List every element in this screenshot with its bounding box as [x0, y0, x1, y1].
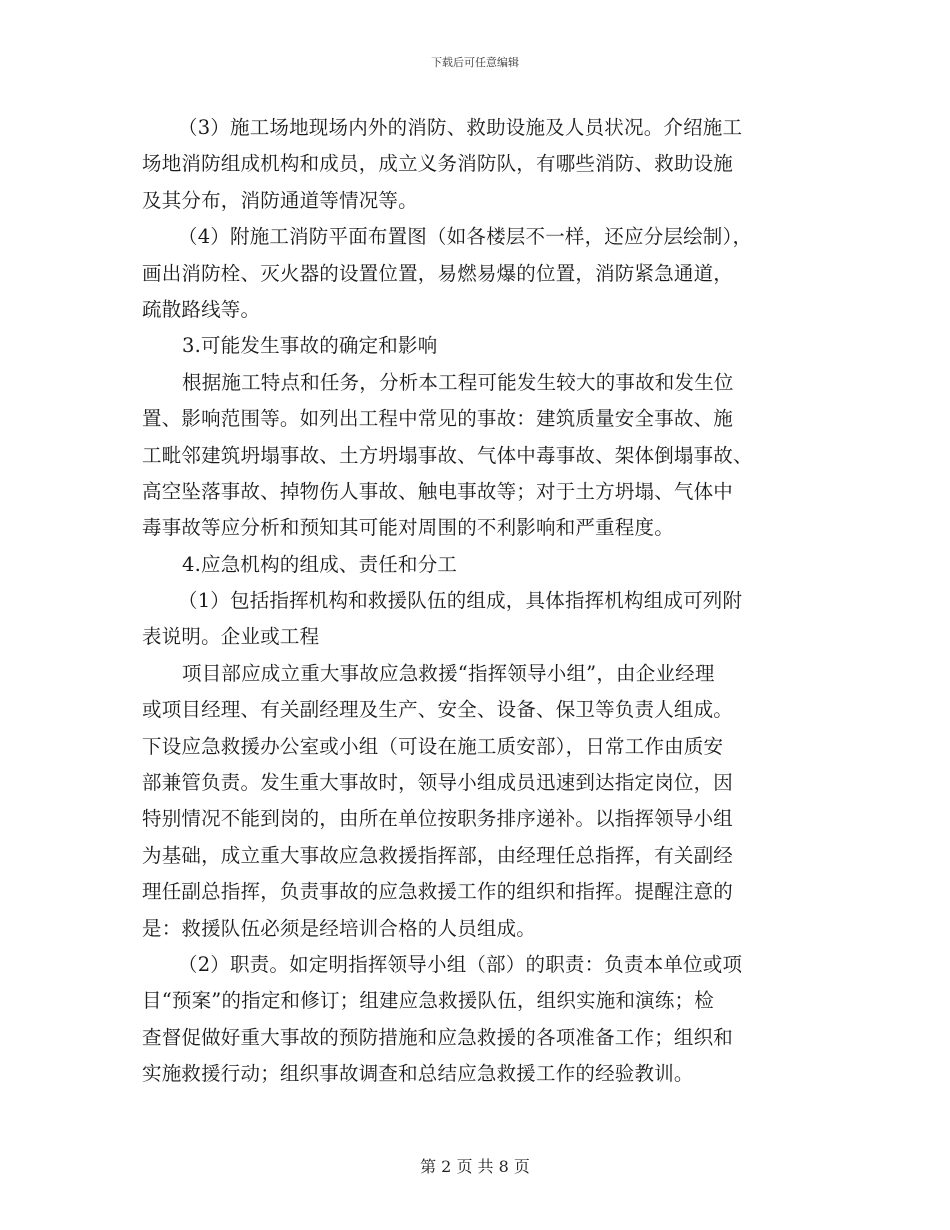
- paragraph-line: 实施救援行动；组织事故调查和总结应急救援工作的经验教训。: [142, 1062, 694, 1086]
- paragraph-line: 或项目经理、有关副经理及生产、安全、设备、保卫等负责人组成。: [142, 698, 734, 722]
- paragraph-line: （1）包括指挥机构和救援队伍的组成，具体指挥机构组成可列附: [178, 589, 743, 613]
- paragraph-line: 及其分布，消防通道等情况等。: [142, 188, 418, 212]
- paragraph-line: （4）附施工消防平面布置图（如各楼层不一样，还应分层绘制），: [178, 225, 753, 249]
- paragraph-line: 理任副总指挥，负责事故的应急救援工作的组织和指挥。提醒注意的: [142, 880, 734, 904]
- paragraph-line: 毒事故等应分析和预知其可能对周围的不利影响和严重程度。: [142, 516, 674, 540]
- paragraph-line: 部兼管负责。发生重大事故时，领导小组成员迅速到达指定岗位，因: [142, 771, 734, 795]
- paragraph-line: 查督促做好重大事故的预防措施和应急救援的各项准备工作；组织和: [142, 1025, 734, 1049]
- page-header: 下载后可任意编辑: [431, 56, 519, 69]
- paragraph-line: 目“预案”的指定和修订；组建应急救援队伍，组织实施和演练；检: [142, 989, 714, 1013]
- paragraph-line: 置、影响范围等。如列出工程中常见的事故：建筑质量安全事故、施: [142, 407, 734, 431]
- paragraph-line: 画出消防栓、灭火器的设置位置，易燃易爆的位置，消防紧急通道，: [142, 261, 734, 285]
- paragraph-line: 项目部应成立重大事故应急救援“指挥领导小组”，由企业经理: [182, 661, 715, 685]
- page-footer: 第 2 页 共 8 页: [420, 1157, 530, 1176]
- paragraph-line: 表说明。企业或工程: [142, 625, 320, 649]
- paragraph-line: 场地消防组成机构和成员，成立义务消防队，有哪些消防、救助设施: [142, 152, 734, 176]
- paragraph-line: （3）施工场地现场内外的消防、救助设施及人员状况。介绍施工: [178, 116, 743, 139]
- paragraph-line: （2）职责。如定明指挥领导小组（部）的职责：负责本单位或项: [178, 952, 743, 976]
- paragraph-line: 高空坠落事故、掉物伤人事故、触电事故等；对于土方坍塌、气体中: [142, 479, 734, 503]
- section-heading: 3.可能发生事故的确定和影响: [182, 334, 438, 358]
- paragraph-line: 为基础，成立重大事故应急救援指挥部，由经理任总指挥，有关副经: [142, 843, 734, 867]
- paragraph-line: 工毗邻建筑坍塌事故、土方坍塌事故、气体中毒事故、架体倒塌事故、: [142, 443, 753, 467]
- document-body: [142, 110, 822, 1093]
- section-heading: 4.应急机构的组成、责任和分工: [182, 552, 458, 576]
- paragraph-line: 根据施工特点和任务，分析本工程可能发生较大的事故和发生位: [182, 370, 734, 394]
- paragraph-line: 下设应急救援办公室或小组（可设在施工质安部），日常工作由质安: [142, 734, 724, 758]
- paragraph-line: 是：救援队伍必须是经培训合格的人员组成。: [142, 916, 537, 940]
- paragraph-line: 特别情况不能到岗的，由所在单位按职务排序递补。以指挥领导小组: [142, 807, 734, 831]
- paragraph-line: 疏散路线等。: [142, 297, 261, 321]
